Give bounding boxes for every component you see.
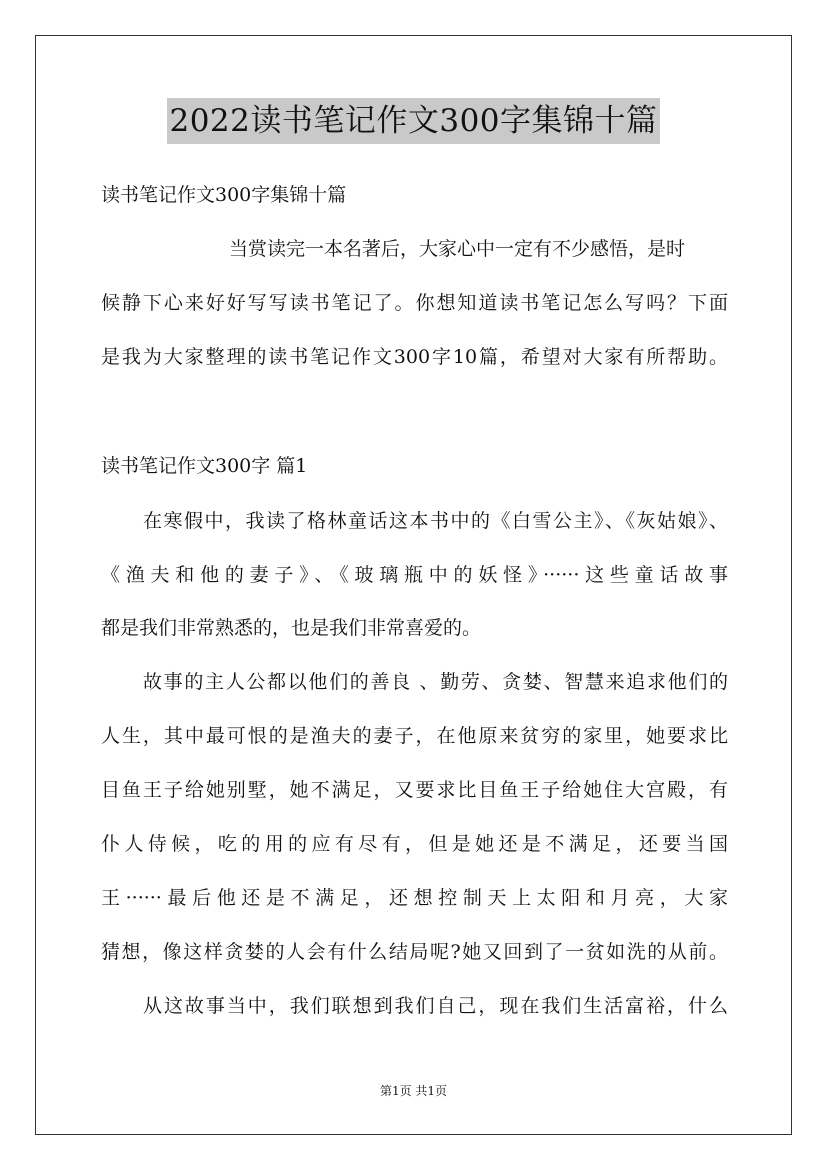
paragraph-line: 在寒假中，我读了格林童话这本书中的《白雪公主》、《灰姑娘》、 (143, 510, 728, 532)
paragraph-line: 都是我们非常熟悉的，也是我们非常喜爱的。 (101, 617, 482, 639)
intro-line: 当赏读完一本名著后，大家心中一定有不少感悟，是时 (229, 238, 686, 260)
intro-line: 候静下心来好好写写读书笔记了。你想知道读书笔记怎么写吗？下面 (101, 292, 728, 314)
title-container (0, 98, 827, 144)
document-title: 2022读书笔记作文300字集锦十篇 (167, 98, 659, 144)
section-heading: 读书笔记作文300字 篇1 (101, 455, 308, 477)
paragraph-line: 人生，其中最可恨的是渔夫的妻子，在他原来贫穷的家里，她要求比 (101, 725, 728, 747)
paragraph-line: 目鱼王子给她别墅，她不满足，又要求比目鱼王子给她住大宫殿，有 (101, 779, 728, 801)
paragraph-line: 猜想，像这样贪婪的人会有什么结局呢?她又回到了一贫如洗的从前。 (101, 941, 728, 963)
document-subtitle: 读书笔记作文300字集锦十篇 (101, 184, 347, 206)
paragraph-line: 《渔夫和他的妻子》、《玻璃瓶中的妖怪》······这些童话故事 (101, 564, 728, 586)
paragraph-line: 故事的主人公都以他们的善良 、勤劳、贪婪、智慧来追求他们的 (143, 671, 728, 693)
paragraph-line: 王······最后他还是不满足，还想控制天上太阳和月亮，大家 (101, 887, 728, 909)
paragraph-line: 从这故事当中，我们联想到我们自己，现在我们生活富裕，什么 (143, 995, 728, 1017)
page-number-footer: 第1页 共1页 (379, 1084, 448, 1098)
paragraph-line: 仆人侍候，吃的用的应有尽有，但是她还是不满足，还要当国 (101, 833, 728, 855)
intro-line: 是我为大家整理的读书笔记作文300字10篇，希望对大家有所帮助。 (101, 346, 728, 368)
